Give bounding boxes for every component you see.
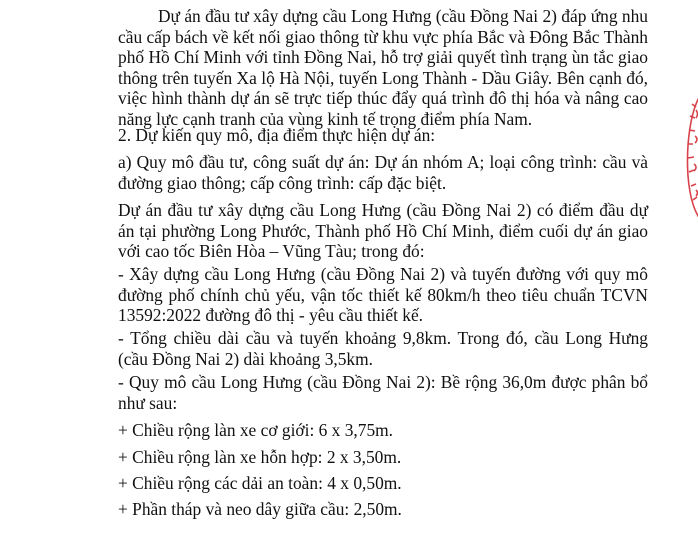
- list-item-mixed-lanes: + Chiều rộng làn xe hỗn hợp: 2 x 3,50m.: [118, 447, 402, 467]
- section-heading-scale-location: 2. Dự kiến quy mô, địa điểm thực hiện dự án:: [118, 125, 436, 145]
- paragraph-investment-scale: a) Quy mô đầu tư, công suất dự án: Dự án nhóm A; loại công trình: cầu và đường giao thông; cấp công trình: cấp đặc biệt.: [118, 152, 648, 193]
- red-seal-stamp-edge: [678, 86, 698, 226]
- paragraph-project-location: Dự án đầu tư xây dựng cầu Long Hưng (cầu Đồng Nai 2) có điểm đầu dự án tại phường Long Phước, Thành phố Hồ Chí Minh, điểm cuối dự án giao với cao tốc Biên Hòa – Vũng Tàu; trong đó:: [118, 200, 648, 261]
- bullet-construction-scope: - Xây dựng cầu Long Hưng (cầu Đồng Nai 2) và tuyến đường với quy mô đường phố chính chủ yếu, vận tốc thiết kế 80km/h theo tiêu chuẩn TCVN 13592:2022 đường đô thị - yêu cầu thiết kế.: [118, 264, 648, 325]
- list-item-motor-lanes: + Chiều rộng làn xe cơ giới: 6 x 3,75m.: [118, 420, 394, 440]
- paragraph-project-purpose: Dự án đầu tư xây dựng cầu Long Hưng (cầu Đồng Nai 2) đáp ứng nhu cầu cấp bách về kết nối giao thông từ khu vực phía Bắc và Đông Bắc Thành phố Hồ Chí Minh với tỉnh Đồng Nai, hỗ trợ giải quyết tình trạng ùn tắc giao thông trên tuyến Xa lộ Hà Nội, tuyến Long Thành - Dầu Giây. Bên cạnh đó, việc hình thành dự án sẽ trực tiếp thúc đẩy quá trình đô thị hóa và nâng cao năng lực cạnh tranh của vùng kinh tế trọng điểm phía Nam.: [118, 6, 648, 129]
- list-item-tower-anchor: + Phần tháp và neo dây giữa cầu: 2,50m.: [118, 499, 402, 519]
- bullet-bridge-width: - Quy mô cầu Long Hưng (cầu Đồng Nai 2): Bề rộng 36,0m được phân bổ như sau:: [118, 372, 648, 413]
- bullet-total-length: - Tổng chiều dài cầu và tuyến khoảng 9,8km. Trong đó, cầu Long Hưng (cầu Đồng Nai 2) dài khoảng 3,5km.: [118, 328, 648, 369]
- list-item-safety-strips: + Chiều rộng các dải an toàn: 4 x 0,50m.: [118, 473, 402, 493]
